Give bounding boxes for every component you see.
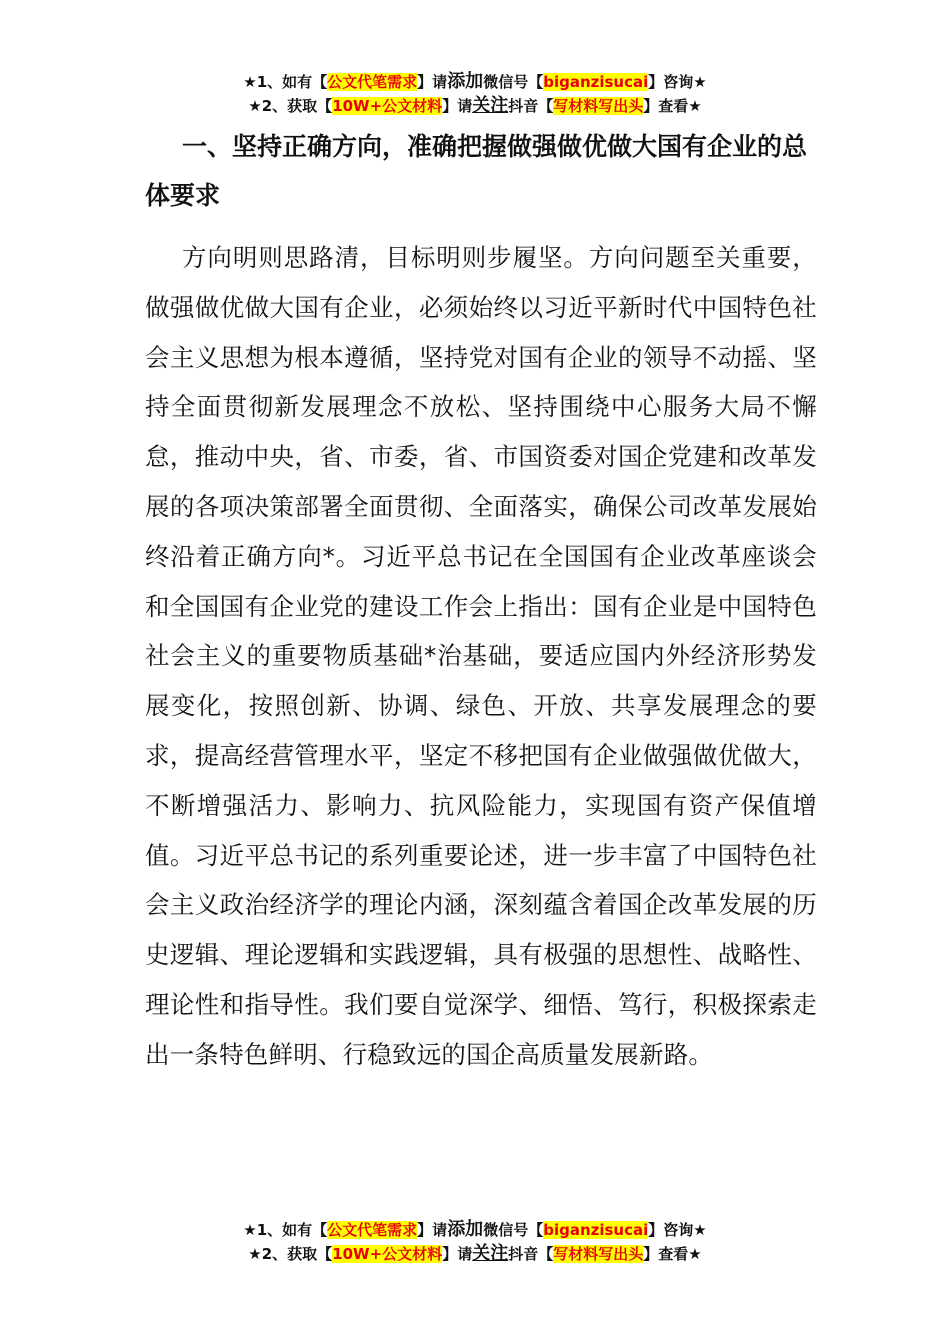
promo-line-2: ★2、获取【10W+公文材料】请关注抖音【写材料写出头】查看★	[248, 1243, 702, 1264]
promo-line-1: ★1、如有【公文代笔需求】请添加微信号【biganzisucai】咨询★	[243, 1219, 707, 1240]
promo-highlight-douyin: 写材料写出头	[553, 1245, 644, 1263]
promo-line-1: ★1、如有【公文代笔需求】请添加微信号【biganzisucai】咨询★	[243, 71, 707, 92]
promo-highlight-douyin: 写材料写出头	[553, 97, 644, 115]
promo-highlight-service: 公文代笔需求	[327, 1221, 418, 1239]
promo-line-2: ★2、获取【10W+公文材料】请关注抖音【写材料写出头】查看★	[248, 95, 702, 116]
body-paragraph: 方向明则思路清，目标明则步履坚。方向问题至关重要，做强做优做大国有企业，必须始终以习近平新时代中国特色社会主义思想为根本遵循，坚持党对国有企业的领导不动摇、坚持全面贯彻新发展理念不放松、坚持围绕中心服务大局不懈怠，推动中央，省、市委，省、市国资委对国企党建和改革发展的各项决策部署全面贯彻、全面落实，确保公司改革发展始终沿着正确方向*。习近平总书记在全国国有企业改革座谈会和全国国有企业党的建设工作会上指出：国有企业是中国特色社会主义的重要物质基础*治基础，要适应国内外经济形势发展变化，按照创新、协调、绿色、开放、共享发展理念的要求，提高经营管理水平，坚定不移把国有企业做强做优做大，不断增强活力、影响力、抗风险能力，实现国有资产保值增值。习近平总书记的系列重要论述，进一步丰富了中国特色社会主义政治经济学的理论内涵，深刻蕴含着国企改革发展的历史逻辑、理论逻辑和实践逻辑，具有极强的思想性、战略性、理论性和指导性。我们要自觉深学、细悟、笃行，积极探索走出一条特色鲜明、行稳致远的国企高质量发展新路。	[145, 243, 817, 1069]
promo-highlight-wechat-id: biganzisucai	[543, 73, 649, 91]
promo-highlight-wechat-id: biganzisucai	[543, 1221, 649, 1239]
top-promo-banner	[0, 70, 950, 118]
promo-highlight-service: 公文代笔需求	[327, 73, 418, 91]
promo-highlight-materials: 10W+公文材料	[332, 97, 443, 115]
promo-highlight-materials: 10W+公文材料	[332, 1245, 443, 1263]
bottom-promo-banner	[0, 1218, 950, 1266]
section-heading: 一、坚持正确方向，准确把握做强做优做大国有企业的总体要求	[145, 132, 808, 210]
